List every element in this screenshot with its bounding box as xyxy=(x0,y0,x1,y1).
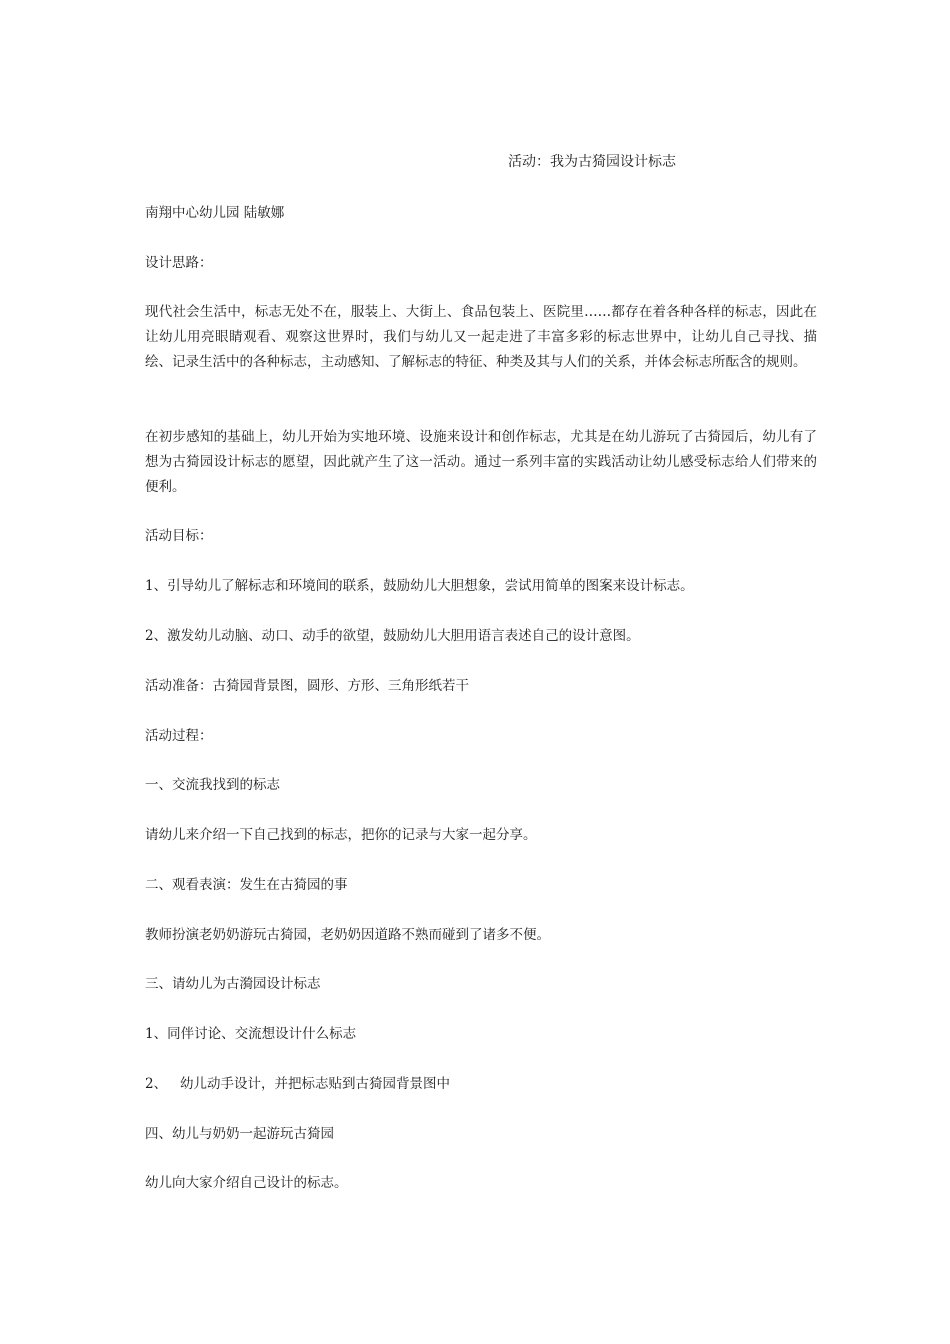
design-paragraph-2: 在初步感知的基础上，幼儿开始为实地环境、设施来设计和创作标志，尤其是在幼儿游玩了古猗园后，幼儿有了想为古猗园设计标志的愿望，因此就产生了这一活动。通过一系列丰富的实践活动让幼儿感受标志给人们带来的便利。 xyxy=(145,429,817,495)
step-3-sub-1: 1、同伴讨论、交流想设计什么标志 xyxy=(145,1026,357,1042)
step-1-title: 一、交流我找到的标志 xyxy=(145,777,280,793)
author-line: 南翔中心幼儿园 陆敏娜 xyxy=(145,205,285,221)
document-title: 活动：我为古猗园设计标志 xyxy=(508,154,676,170)
design-heading: 设计思路： xyxy=(145,255,213,271)
goal-item-1: 1、引导幼儿了解标志和环境间的联系，鼓励幼儿大胆想象，尝试用简单的图案来设计标志。 xyxy=(145,578,694,594)
step-2-title: 二、观看表演：发生在古猗园的事 xyxy=(145,877,348,893)
step-1-text: 请幼儿来介绍一下自己找到的标志，把你的记录与大家一起分享。 xyxy=(145,827,537,843)
goal-item-2: 2、激发幼儿动脑、动口、动手的欲望，鼓励幼儿大胆用语言表述自己的设计意图。 xyxy=(145,628,640,644)
design-paragraph-1: 现代社会生活中，标志无处不在，服装上、大街上、食品包装上、医院里……都存在着各种各样的标志，因此在让幼儿用亮眼睛观看、观察这世界时，我们与幼儿又一起走进了丰富多彩的标志世界中，让幼儿自己寻找、描绘、记录生活中的各种标志，主动感知、了解标志的特征、种类及其与人们的关系，并体会标志所酝含的规则。 xyxy=(145,304,817,370)
step-3-title: 三、请幼儿为古漪园设计标志 xyxy=(145,976,321,992)
step-4-text: 幼儿向大家介绍自己设计的标志。 xyxy=(145,1175,348,1191)
step-3-sub-2: 2、 幼儿动手设计，并把标志贴到古猗园背景图中 xyxy=(145,1076,450,1092)
preparation-line: 活动准备：古猗园背景图，圆形、方形、三角形纸若干 xyxy=(145,678,469,694)
goals-heading: 活动目标： xyxy=(145,528,213,544)
process-heading: 活动过程： xyxy=(145,728,213,744)
step-2-text: 教师扮演老奶奶游玩古猗园，老奶奶因道路不熟而碰到了诸多不便。 xyxy=(145,927,550,943)
step-4-title: 四、幼儿与奶奶一起游玩古猗园 xyxy=(145,1126,334,1142)
